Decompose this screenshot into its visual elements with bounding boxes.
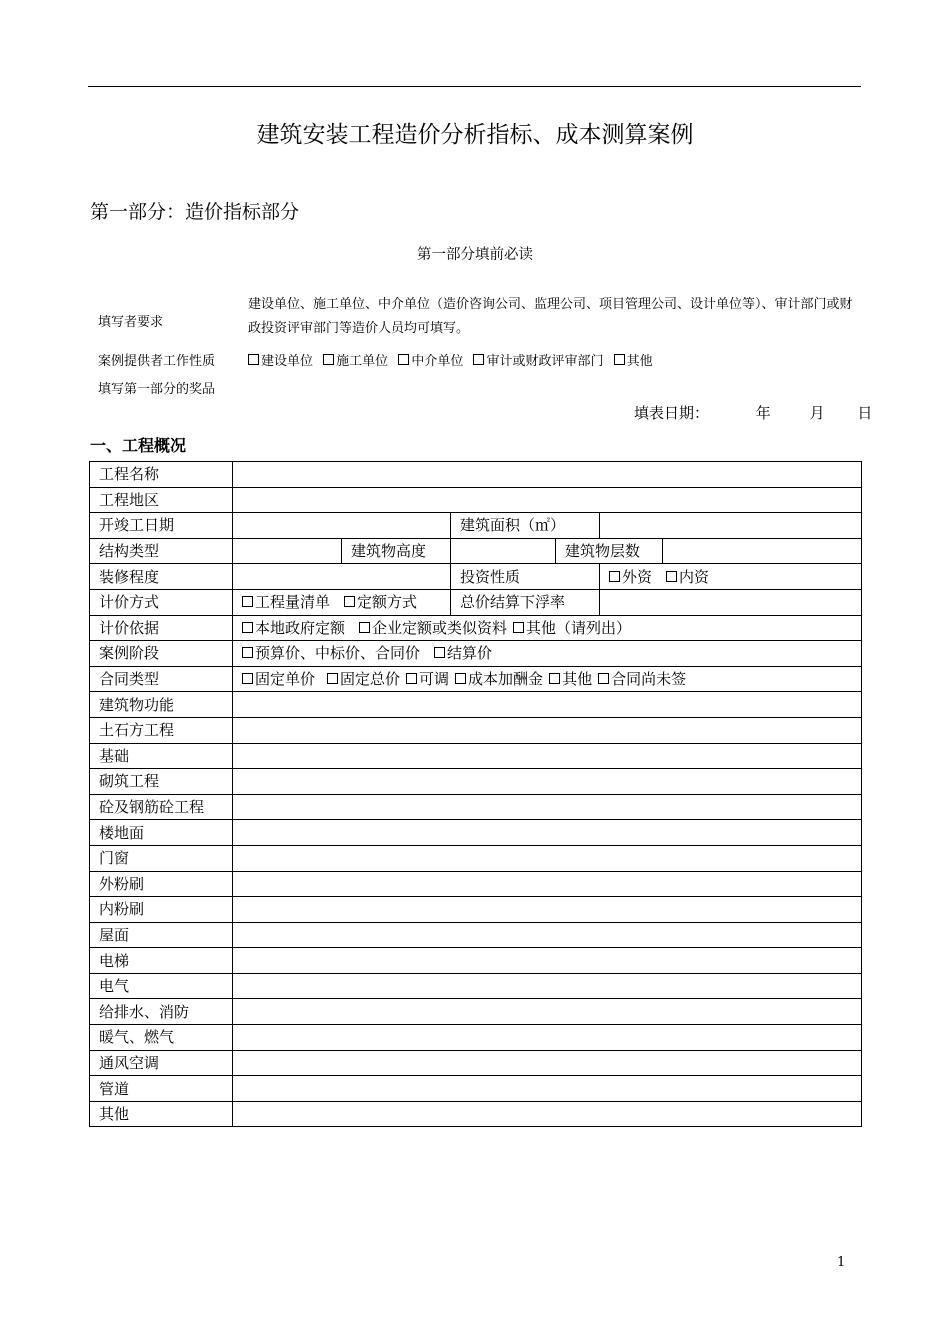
row-label: 其他 bbox=[90, 1101, 233, 1127]
checkbox[interactable] bbox=[614, 354, 625, 365]
table-row bbox=[90, 564, 862, 590]
row-label: 建筑物功能 bbox=[90, 692, 233, 718]
option-cell bbox=[600, 564, 862, 590]
input-cell[interactable] bbox=[233, 513, 451, 539]
field-label: 建筑物层数 bbox=[556, 538, 663, 564]
row-label: 计价依据 bbox=[90, 615, 233, 641]
row-label: 通风空调 bbox=[90, 1050, 233, 1076]
input-cell[interactable] bbox=[233, 1050, 862, 1076]
checkbox[interactable] bbox=[359, 622, 370, 633]
input-cell[interactable] bbox=[451, 538, 556, 564]
role-option: 建设单位 bbox=[261, 354, 314, 369]
table-row bbox=[90, 845, 862, 871]
row-label: 砼及钢筋砼工程 bbox=[90, 794, 233, 820]
input-cell[interactable] bbox=[233, 922, 862, 948]
table-row bbox=[90, 922, 862, 948]
checkbox[interactable] bbox=[344, 596, 355, 607]
checkbox[interactable] bbox=[455, 673, 466, 684]
checkbox[interactable] bbox=[666, 571, 677, 582]
table-row bbox=[90, 769, 862, 795]
checkbox[interactable] bbox=[513, 622, 524, 633]
option-cell bbox=[233, 666, 862, 692]
input-cell[interactable] bbox=[600, 513, 862, 539]
option-label: 固定总价 bbox=[340, 670, 401, 689]
role-option: 其他 bbox=[626, 354, 653, 369]
checkbox[interactable] bbox=[242, 647, 253, 658]
option-label: 外资 bbox=[622, 567, 653, 586]
checkbox[interactable] bbox=[598, 673, 609, 684]
row-label: 计价方式 bbox=[90, 589, 233, 615]
project-overview-table bbox=[89, 461, 862, 1127]
table-row bbox=[90, 1050, 862, 1076]
checkbox[interactable] bbox=[327, 673, 338, 684]
checkbox[interactable] bbox=[406, 673, 417, 684]
table-row bbox=[90, 794, 862, 820]
option-label: 合同尚未签 bbox=[611, 670, 687, 689]
row-label: 案例阶段 bbox=[90, 641, 233, 667]
input-cell[interactable] bbox=[233, 462, 862, 488]
table-row bbox=[90, 538, 862, 564]
table-row bbox=[90, 692, 862, 718]
role-options bbox=[248, 350, 653, 369]
checkbox[interactable] bbox=[323, 354, 334, 365]
table-row bbox=[90, 615, 862, 641]
input-cell[interactable] bbox=[233, 897, 862, 923]
option-cell bbox=[233, 615, 862, 641]
table-row bbox=[90, 717, 862, 743]
table-row bbox=[90, 1101, 862, 1127]
row-label: 电梯 bbox=[90, 948, 233, 974]
option-label: 工程量清单 bbox=[255, 593, 331, 612]
input-cell[interactable] bbox=[233, 692, 862, 718]
input-cell[interactable] bbox=[233, 769, 862, 795]
part-heading: 第一部分：造价指标部分 bbox=[90, 201, 300, 223]
role-option: 施工单位 bbox=[336, 354, 389, 369]
input-cell[interactable] bbox=[233, 999, 862, 1025]
input-cell[interactable] bbox=[233, 973, 862, 999]
option-label: 固定单价 bbox=[255, 670, 316, 689]
table-row bbox=[90, 999, 862, 1025]
row-label: 给排水、消防 bbox=[90, 999, 233, 1025]
input-cell[interactable] bbox=[233, 1025, 862, 1051]
option-label: 定额方式 bbox=[357, 593, 418, 612]
table-row bbox=[90, 1076, 862, 1102]
row-label: 屋面 bbox=[90, 922, 233, 948]
date-year: 年 bbox=[755, 404, 771, 422]
table-row bbox=[90, 948, 862, 974]
row-label: 开竣工日期 bbox=[90, 513, 233, 539]
checkbox[interactable] bbox=[242, 596, 253, 607]
row-label: 砌筑工程 bbox=[90, 769, 233, 795]
option-label: 企业定额或类似资料 bbox=[372, 618, 508, 637]
option-label: 结算价 bbox=[447, 644, 493, 663]
table-row bbox=[90, 641, 862, 667]
input-cell[interactable] bbox=[233, 743, 862, 769]
input-cell[interactable] bbox=[233, 871, 862, 897]
requirement-label: 填写者要求 bbox=[98, 315, 164, 330]
checkbox[interactable] bbox=[549, 673, 560, 684]
input-cell[interactable] bbox=[233, 564, 451, 590]
option-label: 内资 bbox=[679, 567, 710, 586]
date-month: 月 bbox=[809, 404, 825, 422]
input-cell[interactable] bbox=[233, 948, 862, 974]
option-label: 其他（请列出） bbox=[526, 618, 632, 637]
row-label: 楼地面 bbox=[90, 820, 233, 846]
option-label: 其他 bbox=[562, 670, 593, 689]
checkbox[interactable] bbox=[242, 622, 253, 633]
top-rule bbox=[88, 86, 861, 87]
role-label: 案例提供者工作性质 bbox=[98, 354, 216, 369]
input-cell[interactable] bbox=[233, 845, 862, 871]
table-row bbox=[90, 1025, 862, 1051]
page-number: 1 bbox=[837, 1255, 846, 1270]
table-row bbox=[90, 462, 862, 488]
fill-date bbox=[634, 402, 872, 423]
row-label: 门窗 bbox=[90, 845, 233, 871]
document-title: 建筑安装工程造价分析指标、成本测算案例 bbox=[256, 122, 694, 148]
row-label: 电气 bbox=[90, 973, 233, 999]
checkbox[interactable] bbox=[434, 647, 445, 658]
row-label: 合同类型 bbox=[90, 666, 233, 692]
checkbox[interactable] bbox=[473, 354, 484, 365]
input-cell[interactable] bbox=[600, 589, 862, 615]
prize-label: 填写第一部分的奖品 bbox=[98, 382, 216, 397]
option-label: 本地政府定额 bbox=[255, 618, 346, 637]
row-label: 基础 bbox=[90, 743, 233, 769]
role-option: 中介单位 bbox=[411, 354, 464, 369]
row-label: 外粉刷 bbox=[90, 871, 233, 897]
row-label: 装修程度 bbox=[90, 564, 233, 590]
input-cell[interactable] bbox=[233, 717, 862, 743]
date-day: 日 bbox=[857, 404, 873, 422]
role-option: 审计或财政评审部门 bbox=[486, 354, 604, 369]
requirement-text: 建设单位、施工单位、中介单位（造价咨询公司、监理公司、项目管理公司、设计单位等）、审计部门或财政投资评审部门等造价人员均可填写。 bbox=[248, 297, 853, 336]
table-row bbox=[90, 973, 862, 999]
section-title: 一、工程概况 bbox=[90, 436, 187, 455]
option-label: 成本加酬金 bbox=[468, 670, 544, 689]
notice-heading: 第一部分填前必读 bbox=[417, 247, 533, 263]
row-label: 工程地区 bbox=[90, 487, 233, 513]
option-label: 可调 bbox=[419, 670, 450, 689]
option-label: 预算价、中标价、合同价 bbox=[255, 644, 421, 663]
table-row bbox=[90, 666, 862, 692]
row-label: 管道 bbox=[90, 1076, 233, 1102]
checkbox[interactable] bbox=[398, 354, 409, 365]
input-cell[interactable] bbox=[233, 794, 862, 820]
table-row bbox=[90, 513, 862, 539]
checkbox[interactable] bbox=[609, 571, 620, 582]
checkbox[interactable] bbox=[242, 673, 253, 684]
row-label: 暖气、燃气 bbox=[90, 1025, 233, 1051]
input-cell[interactable] bbox=[233, 538, 342, 564]
field-label: 建筑面积（㎡） bbox=[451, 513, 600, 539]
date-label: 填表日期： bbox=[634, 404, 710, 422]
row-label: 工程名称 bbox=[90, 462, 233, 488]
row-label: 结构类型 bbox=[90, 538, 233, 564]
row-label: 土石方工程 bbox=[90, 717, 233, 743]
table-row bbox=[90, 589, 862, 615]
table-row bbox=[90, 820, 862, 846]
field-label: 总价结算下浮率 bbox=[451, 589, 600, 615]
checkbox[interactable] bbox=[248, 354, 259, 365]
input-cell[interactable] bbox=[663, 538, 862, 564]
option-cell bbox=[233, 641, 862, 667]
table-row bbox=[90, 897, 862, 923]
table-row bbox=[90, 743, 862, 769]
input-cell[interactable] bbox=[233, 487, 862, 513]
input-cell[interactable] bbox=[233, 1076, 862, 1102]
field-label: 投资性质 bbox=[451, 564, 600, 590]
input-cell[interactable] bbox=[233, 1101, 862, 1127]
table-row bbox=[90, 871, 862, 897]
row-label: 内粉刷 bbox=[90, 897, 233, 923]
table-row bbox=[90, 487, 862, 513]
input-cell[interactable] bbox=[233, 820, 862, 846]
option-cell bbox=[233, 589, 451, 615]
field-label: 建筑物高度 bbox=[342, 538, 451, 564]
